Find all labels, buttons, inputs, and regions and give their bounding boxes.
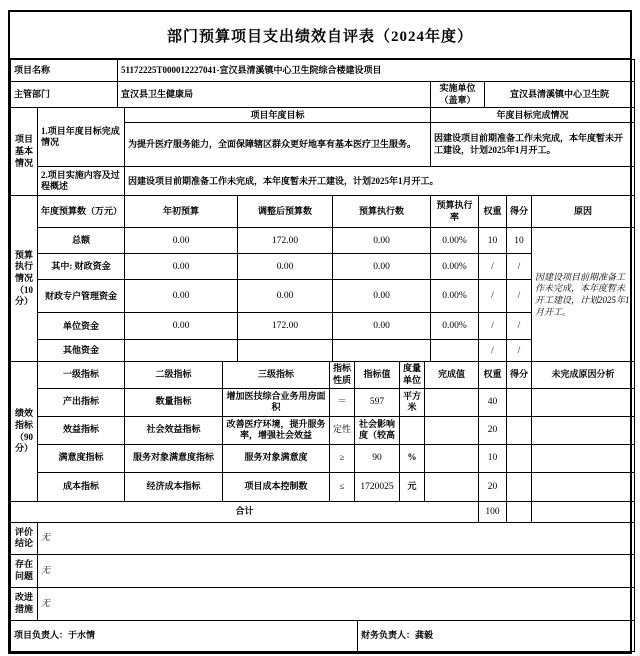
goal-status-text: 因建设项目前期准备工作未完成，本年度暂未开工建设，计划2025年1月开工。: [431, 123, 635, 167]
budget-rate: 0.00%: [431, 254, 479, 280]
ind-nature: ≤: [330, 472, 355, 501]
ind-value: 社会影响度（较高: [355, 416, 400, 444]
remark-label: 存在问题: [11, 554, 38, 587]
total-label: 合计: [11, 501, 479, 522]
ind-nature: ＝: [330, 388, 355, 416]
ind-l1: 效益指标: [38, 416, 125, 444]
budget-score: 10: [507, 228, 532, 254]
budget-row-total: [11, 228, 635, 254]
ind-score: [507, 388, 532, 416]
ind-l3: 服务对象满意度: [223, 444, 330, 472]
remark-label: 改进措施: [11, 587, 38, 620]
ind-header-l1: 一级指标: [38, 362, 125, 388]
ind-l1: 满意度指标: [38, 444, 125, 472]
ind-done: [425, 416, 479, 444]
budget-adjusted: 172.00: [238, 313, 333, 340]
indicators-table: [10, 361, 635, 522]
basic-section-label: 项目基本情况: [11, 108, 38, 196]
indicator-row-benefit: [11, 416, 635, 444]
budget-header-reason: 原因: [532, 196, 635, 228]
budget-rate: 0.00%: [431, 228, 479, 254]
ind-unit: [400, 416, 425, 444]
total-weight: 100: [479, 501, 507, 522]
budget-row-label: 其他资金: [38, 340, 125, 362]
ind-header-weight: 权重: [479, 362, 507, 388]
remarks-table: [10, 522, 635, 621]
project-name-label: 项目名称: [11, 60, 118, 82]
ind-header-reason: 未完成原因分析: [532, 362, 635, 388]
impl-unit-label: 实施单位（盖章）: [431, 82, 485, 108]
ind-header-nature: 指标性质: [330, 362, 355, 388]
goal-header: 项目年度目标: [125, 108, 431, 123]
indicator-row-cost: [11, 472, 635, 501]
ind-unit: 元: [400, 472, 425, 501]
ind-nature: ≥: [330, 444, 355, 472]
total-row: [11, 501, 635, 522]
budget-reason: 因建设项目前期准备工作未完成，本年度暂未开工建设，计划2025年1月开工。: [532, 228, 635, 362]
remark-label: 评价结论: [11, 522, 38, 554]
ind-header-l2: 二级指标: [125, 362, 223, 388]
ind-l2: 社会效益指标: [125, 416, 223, 444]
budget-rate: 0.00%: [431, 280, 479, 313]
project-lead-signature: 项目负责人：于水情: [11, 620, 358, 651]
ind-score: [507, 472, 532, 501]
budget-adjusted: [238, 340, 333, 362]
budget-section-label: 预算执行情况（10分）: [11, 196, 38, 362]
indicators-section-label: 绩效指标（90分）: [11, 362, 38, 501]
remark-value: 无: [38, 587, 635, 620]
budget-header-rate: 预算执行率: [431, 196, 479, 228]
remark-row-conclusion: [11, 522, 635, 554]
budget-executed: 0.00: [333, 254, 431, 280]
basic-info-table: [10, 107, 635, 196]
budget-executed: 0.00: [333, 313, 431, 340]
annual-goal-row-label: 1.项目年度目标完成情况: [38, 108, 125, 167]
ind-score: [507, 416, 532, 444]
ind-reason: [532, 472, 635, 501]
implementation-row-label: 2.项目实施内容及过程概述: [38, 167, 125, 196]
budget-table: [10, 195, 635, 362]
signatures-table: [10, 620, 635, 652]
ind-l2: 数量指标: [125, 388, 223, 416]
ind-header-score: 得分: [507, 362, 532, 388]
budget-adjusted: 172.00: [238, 228, 333, 254]
budget-score: /: [507, 280, 532, 313]
ind-l3: 增加医技综合业务用房面积: [223, 388, 330, 416]
budget-initial: [125, 340, 238, 362]
budget-adjusted: 0.00: [238, 254, 333, 280]
indicator-row-satisfaction: [11, 444, 635, 472]
budget-weight: 10: [479, 228, 507, 254]
budget-executed: 0.00: [333, 280, 431, 313]
budget-row-label: 财政专户管理资金: [38, 280, 125, 313]
budget-weight: /: [479, 254, 507, 280]
ind-l3: 改善医疗环境，提升服务率，增强社会效益: [223, 416, 330, 444]
budget-weight: /: [479, 313, 507, 340]
ind-header-l3: 三级指标: [223, 362, 330, 388]
ind-header-value: 指标值: [355, 362, 400, 388]
budget-executed: 0.00: [333, 228, 431, 254]
budget-score: /: [507, 313, 532, 340]
ind-weight: 20: [479, 472, 507, 501]
ind-unit: %: [400, 444, 425, 472]
budget-score: /: [507, 254, 532, 280]
ind-reason: [532, 388, 635, 416]
budget-initial: 0.00: [125, 280, 238, 313]
impl-unit-value: 宣汉县清溪镇中心卫生院: [485, 82, 635, 108]
ind-l1: 产出指标: [38, 388, 125, 416]
budget-initial: 0.00: [125, 228, 238, 254]
project-name-value: 51172225T000012227041-宣汉县清溪镇中心卫生院综合楼建设项目: [118, 60, 635, 82]
budget-initial: 0.00: [125, 313, 238, 340]
ind-done: [425, 472, 479, 501]
goal-status-header: 年度目标完成情况: [431, 108, 635, 123]
ind-weight: 40: [479, 388, 507, 416]
form-title: 部门预算项目支出绩效自评表（2024年度）: [10, 12, 630, 59]
ind-l1: 成本指标: [38, 472, 125, 501]
budget-row-label: 单位资金: [38, 313, 125, 340]
budget-header-initial: 年初预算: [125, 196, 238, 228]
budget-header-score: 得分: [507, 196, 532, 228]
ind-nature: 定性: [330, 416, 355, 444]
ind-reason: [532, 416, 635, 444]
ind-l2: 服务对象满意度指标: [125, 444, 223, 472]
finance-lead-signature: 财务负责人：龚毅: [358, 620, 635, 651]
total-reason: [532, 501, 635, 522]
budget-weight: /: [479, 340, 507, 362]
indicator-row-output: [11, 388, 635, 416]
remark-row-improvements: [11, 587, 635, 620]
budget-header-weight: 权重: [479, 196, 507, 228]
ind-l3: 项目成本控制数: [223, 472, 330, 501]
budget-weight: /: [479, 280, 507, 313]
implementation-text: 因建设项目前期准备工作未完成，本年度暂未开工建设，计划2025年1月开工。: [125, 167, 635, 196]
budget-row-label: 总额: [38, 228, 125, 254]
ind-reason: [532, 444, 635, 472]
form-sheet: [8, 10, 632, 654]
budget-header-executed: 预算执行数: [333, 196, 431, 228]
ind-weight: 20: [479, 416, 507, 444]
ind-unit: 平方米: [400, 388, 425, 416]
budget-executed: [333, 340, 431, 362]
budget-row-label: 其中: 财政资金: [38, 254, 125, 280]
ind-score: [507, 444, 532, 472]
budget-adjusted: 0.00: [238, 280, 333, 313]
ind-weight: 10: [479, 444, 507, 472]
ind-value: 90: [355, 444, 400, 472]
remark-row-problems: [11, 554, 635, 587]
budget-initial: 0.00: [125, 254, 238, 280]
ind-l2: 经济成本指标: [125, 472, 223, 501]
ind-value: 1720025: [355, 472, 400, 501]
ind-header-done: 完成值: [425, 362, 479, 388]
header-table: [10, 59, 635, 108]
ind-header-unit: 度量单位: [400, 362, 425, 388]
budget-rate: [431, 340, 479, 362]
remark-value: 无: [38, 554, 635, 587]
budget-header-amount: 年度预算数（万元）: [38, 196, 125, 228]
budget-score: /: [507, 340, 532, 362]
budget-header-adjusted: 调整后预算数: [238, 196, 333, 228]
dept-label: 主管部门: [11, 82, 118, 108]
remark-value: 无: [38, 522, 635, 554]
dept-value: 宣汉县卫生健康局: [118, 82, 431, 108]
goal-text: 为提升医疗服务能力，全面保障辖区群众更好地享有基本医疗卫生服务。: [125, 123, 431, 167]
ind-done: [425, 444, 479, 472]
budget-rate: 0.00%: [431, 313, 479, 340]
ind-value: 597: [355, 388, 400, 416]
total-score: [507, 501, 532, 522]
ind-done: [425, 388, 479, 416]
